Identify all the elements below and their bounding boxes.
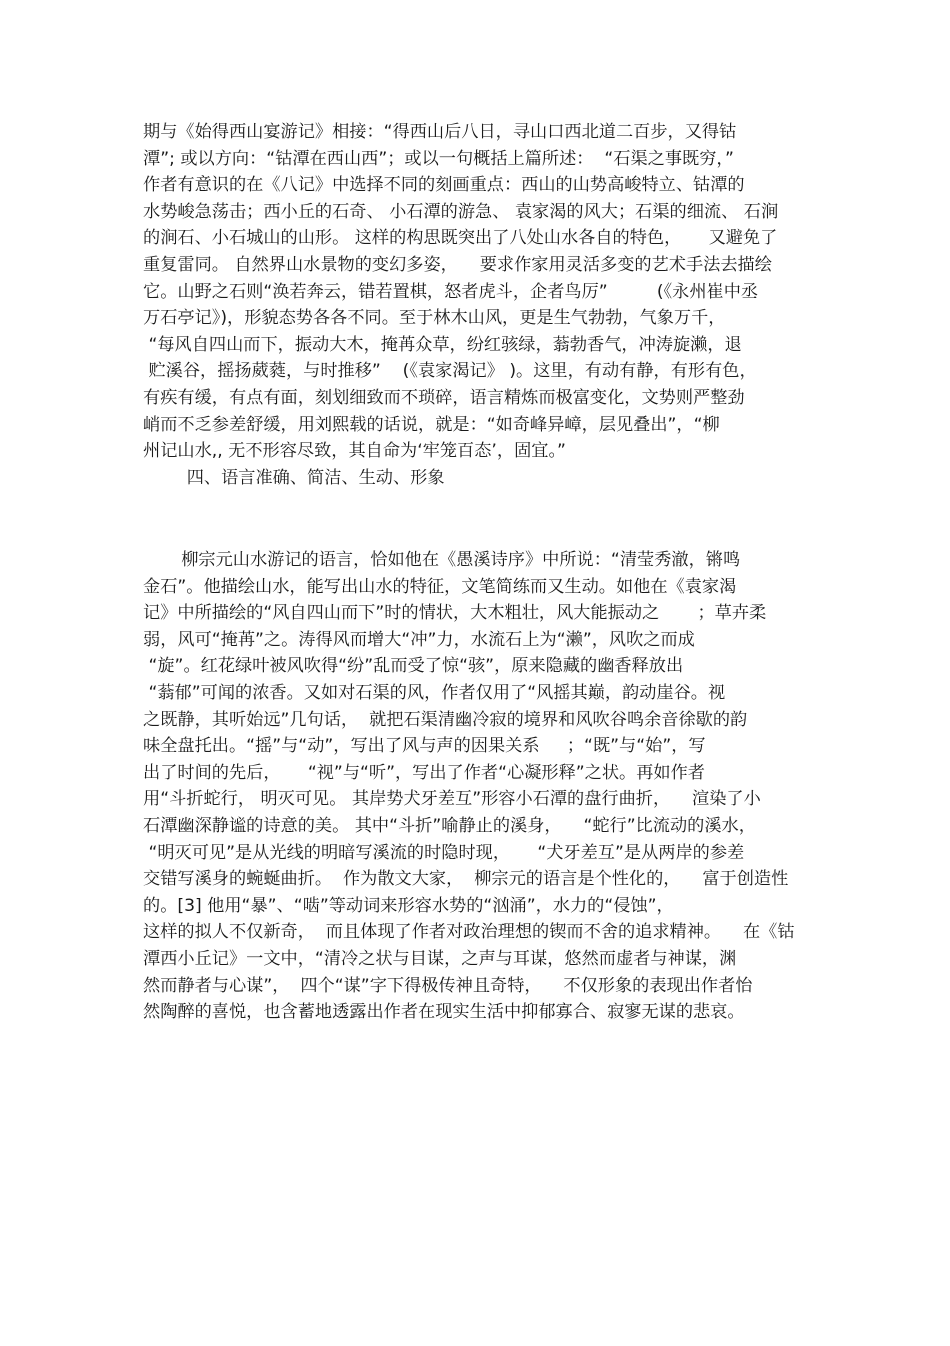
text-line: 柳宗元山水游记的语言，恰如他在《愚溪诗序》中所说：“清莹秀澈，锵鸣 (143, 550, 741, 570)
text-line: 弱，风可“掩苒”之。涛得风而增大“冲”力，水流石上为“濑”，风吹之而成 (143, 629, 695, 650)
text-line: 有疾有缓，有点有面，刻划细致而不琐碎，语言精炼而极富变化，文势则严整劲 (143, 387, 745, 408)
text-line: “明灭可见”是从光线的明暗写溪流的时隐时现， “犬牙差互”是从两岸的参差 (143, 842, 745, 863)
text-line: 的涧石、小石城山的山形。 这样的构思既突出了八处山水各自的特色， 又避免了 (143, 228, 778, 249)
text-line: 州记山水,, 无不形容尽致，其自命为‘牢笼百态’，固宜。” (143, 441, 566, 462)
text-line: 的。[3] 他用“暴”、“啮”等动词来形容水势的“汹涌”，水力的“侵蚀”， (143, 895, 674, 916)
text-line: 交错写溪身的蜿蜒曲折。 作为散文大家， 柳宗元的语言是个性化的， 富于创造性 (143, 869, 789, 890)
text-line: 石潭幽深静谧的诗意的美。 其中“斗折”喻静止的溪身， “蛇行”比流动的溪水， (143, 815, 756, 836)
text-line: 水势峻急荡击；西小丘的石奇、 小石潭的游急、 袁家渴的风大；石渠的细流、 石涧 (143, 201, 779, 222)
text-line: 潭西小丘记》一文中，“清冷之状与目谋，之声与耳谋，悠然而虚者与神谋，渊 (143, 948, 737, 969)
text-line: 重复雷同。 自然界山水景物的变幻多姿， 要求作家用灵活多变的艺术手法去描绘 (143, 254, 772, 275)
text-line: 作者有意识的在《八记》中选择不同的刻画重点：西山的山势高峻特立、钴潭的 (143, 175, 745, 196)
text-line: 贮溪谷，摇扬葳蕤，与时推移” (《袁家渴记》 )。这里，有动有静，有形有色， (143, 361, 757, 382)
text-line: 然而静者与心谋”， 四个“谋”字下得极传神且奇特， 不仅形象的表现出作者怡 (143, 975, 753, 996)
section-heading: 四、语言准确、简洁、生动、形象 (143, 467, 445, 488)
text-line: “每风自四山而下，振动大木，掩苒众草，纷红骇绿，蓊勃香气，冲涛旋濑，退 (143, 334, 742, 355)
text-line: 出了时间的先后， “视”与“听”，写出了作者“心凝形释”之状。再如作者 (143, 762, 705, 783)
text-line: 金石”。他描绘山水，能写出山水的特征，文笔简练而又生动。如他在《袁家渴 (143, 576, 737, 597)
text-line: 万石亭记》)，形貌态势各各不同。至于林木山风，更是生气勃勃，气象万千， (143, 308, 726, 329)
text-line: “旋”。红花绿叶被风吹得“纷”乱而受了惊“骇”，原来隐藏的幽香释放出 (143, 656, 684, 677)
paragraph-1 (143, 119, 815, 491)
text-line: “蓊郁”可闻的浓香。又如对石渠的风，作者仅用了“风摇其巅，韵动崖谷。视 (143, 682, 726, 703)
text-line: 记》中所描绘的“风自四山而下”时的情状，大木粗壮，风大能振动之 ；草卉柔 (143, 603, 767, 624)
text-line: 之既静，其听始远”几句话， 就把石渠清幽冷寂的境界和风吹谷鸣余音徐歇的韵 (143, 709, 748, 730)
text-line: 味全盘托出。“摇”与“动”，写出了风与声的因果关系 ；“既”与“始”，写 (143, 736, 706, 757)
text-line: 用“斗折蛇行， 明灭可见。 其岸势犬牙差互”形容小石潭的盘行曲折， 渲染了小 (143, 789, 761, 810)
text-line: 峭而不乏参差舒缓，用刘熙载的话说，就是：“如奇峰异嶂，层见叠出”，“柳 (143, 414, 720, 435)
text-line: 期与《始得西山宴游记》相接：“得西山后八日，寻山口西北道二百步，又得钴 (143, 122, 737, 142)
text-line: 这样的拟人不仅新奇， 而且体现了作者对政治理想的锲而不舍的追求精神。 在《钴 (143, 922, 795, 943)
text-line: 它。山野之石则“涣若奔云，错若置棋，怒者虎斗，企者鸟厉” (《永州崔中丞 (143, 281, 759, 302)
text-line: 然陶醉的喜悦，也含蓄地透露出作者在现实生活中抑郁寡合、寂寥无谋的悲哀。 (143, 1002, 745, 1023)
text-line: 潭”; 或以方向：“钴潭在西山西”；或以一句概括上篇所述： “石渠之事既穷，” (143, 148, 734, 169)
paragraph-2 (143, 547, 815, 1026)
